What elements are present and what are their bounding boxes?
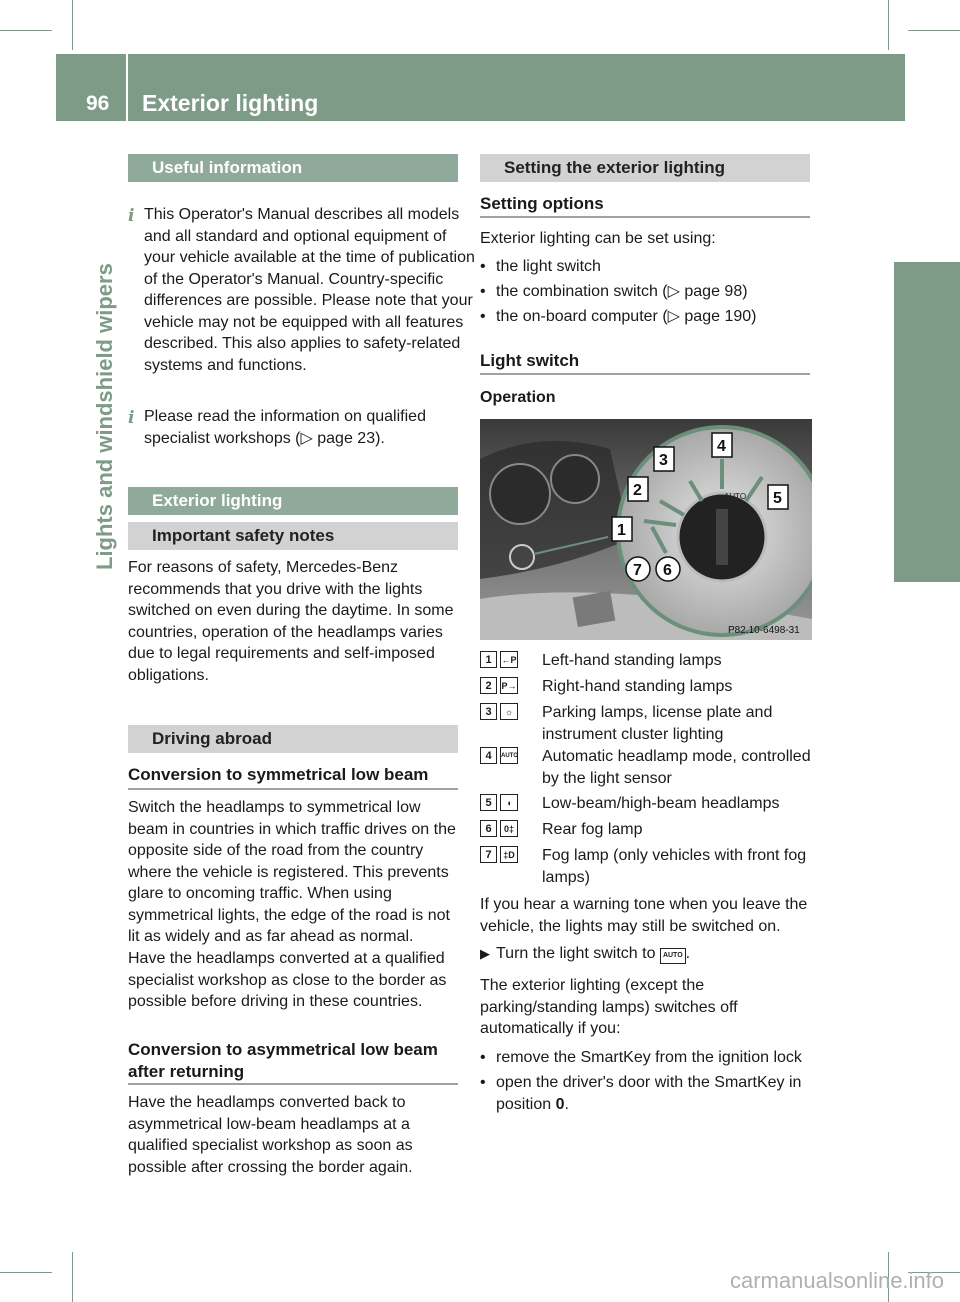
section-rule — [480, 216, 810, 218]
page-title: Exterior lighting — [142, 90, 319, 116]
position-value: 0 — [555, 1095, 565, 1113]
photo-auto-label: AUTO — [724, 492, 747, 501]
auto-symbol-icon: AUTO — [660, 948, 686, 964]
section-rule — [128, 788, 458, 790]
step-text: Turn the light switch to — [496, 945, 656, 962]
legend-row — [480, 746, 812, 790]
legend-row — [480, 702, 812, 746]
step-arrow-icon: ▶ — [480, 946, 490, 961]
conversion-symmetrical-heading: Conversion to symmetrical low beam — [128, 765, 429, 784]
chapter-label: Lights and windshield wipers — [92, 263, 117, 570]
section-rule — [128, 1083, 458, 1085]
setting-options-heading: Setting options — [480, 194, 604, 213]
info-text: This Operator's Manual describes all models and all standard and optional equipment of your vehicle available at the time of publication of the Operator's Manual. Country-specific differences are possible. Please note that your vehicle may not be equipped with all features described. This also applies to safety-related systems and functions. — [144, 206, 475, 374]
legend-row — [480, 793, 812, 815]
step-end: . — [685, 945, 691, 962]
light-switch-heading: Light switch — [480, 351, 580, 370]
info-icon: i — [128, 206, 135, 226]
safety-notes-heading: Important safety notes — [128, 522, 458, 550]
auto-off-text: The exterior lighting (except the parking/standing lamps) switches off automatically if you: — [480, 977, 738, 1037]
legend-text: Left-hand standing lamps — [542, 652, 722, 669]
setting-intro: Exterior lighting can be set using: — [480, 230, 716, 247]
conversion-asymmetrical-text: Have the headlamps converted back to asymmetrical low-beam headlamps at a qualified specialist workshop as soon as possible after crossing the border again. — [128, 1094, 413, 1176]
rear-fog-lamp-icon: 0‡ — [500, 820, 518, 837]
svg-text:7: 7 — [633, 562, 642, 579]
right-standing-lamp-icon: P→ — [500, 677, 518, 694]
setting-heading: Setting the exterior lighting — [480, 154, 810, 182]
driving-abroad-heading: Driving abroad — [128, 725, 458, 753]
front-fog-lamp-icon: ‡D — [500, 846, 518, 863]
svg-text:3: 3 — [659, 452, 668, 469]
header-divider — [126, 54, 128, 121]
legend-number: 6 — [480, 820, 497, 837]
parking-lamp-icon: ☼ — [500, 703, 518, 720]
useful-info-heading: Useful information — [128, 154, 458, 182]
heading-line: after returning — [128, 1062, 245, 1081]
conversion-border-text: Have the headlamps converted at a qualified specialist workshop as close to the border as possible before driving in these countries. — [128, 950, 447, 1010]
crop-mark — [0, 1272, 52, 1273]
legend-text: Rear fog lamp — [542, 821, 643, 838]
page-number: 96 — [86, 92, 110, 115]
svg-text:5: 5 — [773, 490, 782, 507]
legend-row — [480, 845, 812, 889]
crop-mark — [908, 30, 960, 31]
legend-number: 2 — [480, 677, 497, 694]
conversion-symmetrical-text: Switch the headlamps to symmetrical low beam in countries in which traffic drives on the opposite side of the road from the country where the vehicle is registered. This prevents glare to oncoming traffic. When using symmetrical lights, the edge of the road is not lit as widely and as far ahead as normal. — [128, 799, 456, 945]
legend-text: Fog lamp (only vehicles with front fog lamps) — [542, 847, 807, 886]
legend-text: Right-hand standing lamps — [542, 678, 733, 695]
list-item: • the on-board computer (▷ page 190) — [480, 306, 812, 328]
info-note — [128, 204, 476, 376]
list-item: • the combination switch (▷ page 98) — [480, 281, 812, 303]
exterior-lighting-heading: Exterior lighting — [128, 487, 458, 515]
list-item: • the light switch — [480, 256, 812, 278]
legend-text: Low-beam/high-beam headlamps — [542, 795, 780, 812]
crop-mark — [888, 0, 889, 50]
left-standing-lamp-icon: ←P — [500, 651, 518, 668]
legend-number: 4 — [480, 747, 497, 764]
heading-line: Conversion to asymmetrical low beam — [128, 1040, 438, 1059]
operation-heading: Operation — [480, 389, 556, 406]
legend-text: Automatic headlamp mode, controlled by the light sensor — [542, 748, 811, 787]
safety-text: For reasons of safety, Mercedes-Benz recommends that you drive with the lights switched on even during the daytime. In some countries, operation of the headlamps varies due to legal requirements and self-imposed obligations. — [128, 559, 454, 684]
legend-row — [480, 650, 812, 672]
instruction-step — [480, 943, 812, 965]
light-switch-photo — [480, 419, 812, 640]
photo-code: P82.10-6498-31 — [728, 625, 800, 636]
info-note — [128, 406, 476, 449]
legend-number: 7 — [480, 846, 497, 863]
legend-row — [480, 819, 812, 841]
list-item — [480, 1072, 812, 1115]
svg-text:4: 4 — [717, 438, 726, 455]
warning-text: If you hear a warning tone when you leave the vehicle, the lights may still be switched on. — [480, 896, 808, 935]
svg-text:6: 6 — [663, 562, 672, 579]
crop-mark — [72, 1252, 73, 1302]
info-icon: i — [128, 408, 135, 428]
svg-text:1: 1 — [617, 522, 626, 539]
legend-number: 5 — [480, 794, 497, 811]
list-item: • remove the SmartKey from the ignition lock — [480, 1047, 830, 1069]
svg-text:2: 2 — [633, 482, 642, 499]
legend-text: Parking lamps, license plate and instrument cluster lighting — [542, 704, 773, 743]
list-item-text: open the driver's door with the SmartKey in position — [496, 1074, 802, 1113]
auto-headlamp-icon: AUTO — [500, 747, 518, 764]
crop-mark — [72, 0, 73, 50]
legend-number: 1 — [480, 651, 497, 668]
low-beam-icon: ◖ — [500, 794, 518, 811]
conversion-asymmetrical-heading — [128, 1039, 438, 1083]
legend-row — [480, 676, 812, 698]
position-end: . — [564, 1095, 569, 1113]
legend-number: 3 — [480, 703, 497, 720]
chapter-tab — [894, 262, 960, 582]
info-text: Please read the information on qualified specialist workshops (▷ page 23). — [144, 408, 426, 447]
crop-mark — [0, 30, 52, 31]
watermark: carmanualsonline.info — [730, 1268, 945, 1293]
section-rule — [480, 373, 810, 375]
